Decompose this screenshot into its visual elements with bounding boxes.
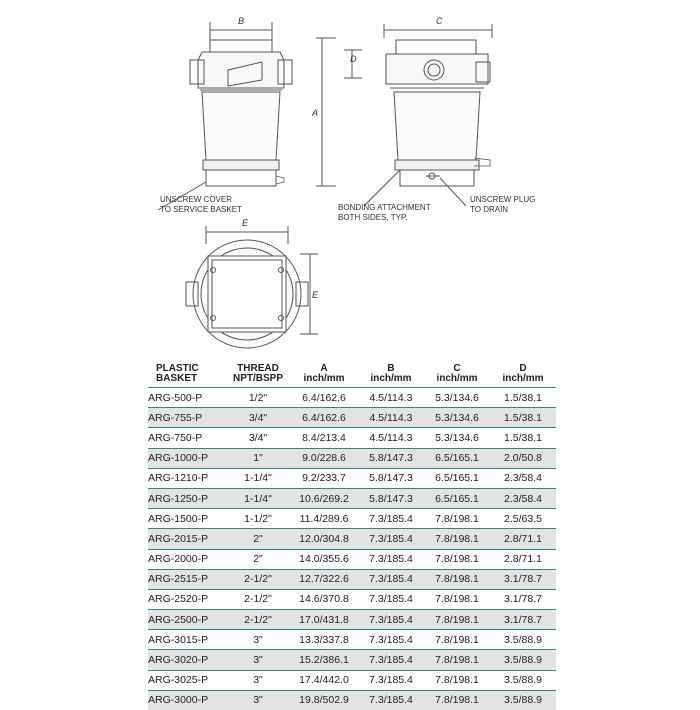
header-b-line1: B [358,364,424,374]
header-c [424,362,490,388]
header-thread [226,362,290,388]
model-cell: ARG-2000-P [148,549,226,569]
model-cell: ARG-2520-P [148,589,226,609]
header-plastic-basket-line1: PLASTIC [156,364,226,374]
dim-c-cell: 7.8/198.1 [424,650,490,670]
cover-callout-line1: UNSCREW COVER [160,195,232,204]
model-cell: ARG-755-P [148,408,226,428]
dim-b-cell: 7.3/185.4 [358,630,424,650]
model-cell: ARG-2500-P [148,610,226,630]
table-row [148,468,556,488]
dimension-label-e-side: E [312,290,319,300]
thread-cell: 2-1/2" [226,569,290,589]
dim-c-cell: 7.8/198.1 [424,610,490,630]
plug-callout-line2: TO DRAIN [470,205,508,214]
dim-b-cell: 5.8/147.3 [358,468,424,488]
dim-d-cell: 3.5/88.9 [490,630,556,650]
header-thread-line2: NPT/BSPP [226,374,290,384]
thread-cell: 2" [226,529,290,549]
dim-c-cell: 7.8/198.1 [424,670,490,690]
dim-d-cell: 1.5/38.1 [490,408,556,428]
dim-a-cell: 8.4/213.4 [290,428,358,448]
dim-b-cell: 7.3/185.4 [358,670,424,690]
dim-c-cell: 5.3/134.6 [424,428,490,448]
dim-d-cell: 2.3/58.4 [490,488,556,508]
table-row [148,509,556,529]
dim-b-cell: 5.8/147.3 [358,448,424,468]
dim-a-cell: 14.0/355.6 [290,549,358,569]
dim-d-cell: 3.1/78.7 [490,569,556,589]
dim-b-cell: 7.3/185.4 [358,549,424,569]
header-d-line2: inch/mm [490,374,556,384]
model-cell: ARG-3000-P [148,690,226,710]
dim-b-cell: 7.3/185.4 [358,569,424,589]
dim-a-cell: 17.4/442.0 [290,670,358,690]
model-cell: ARG-2015-P [148,529,226,549]
table-row [148,428,556,448]
front-view-drawing [190,22,292,186]
model-cell: ARG-2515-P [148,569,226,589]
dim-a-cell: 11.4/289.6 [290,509,358,529]
dim-c-cell: 7.8/198.1 [424,549,490,569]
dim-d-cell: 2.8/71.1 [490,529,556,549]
dim-c-cell: 7.8/198.1 [424,589,490,609]
dim-d-cell: 2.0/50.8 [490,448,556,468]
thread-cell: 3/4" [226,408,290,428]
thread-cell: 2-1/2" [226,589,290,609]
model-cell: ARG-3025-P [148,670,226,690]
dim-a-cell: 17.0/431.8 [290,610,358,630]
model-cell: ARG-1000-P [148,448,226,468]
thread-cell: 1/2" [226,388,290,408]
table-row [148,670,556,690]
dim-b-cell: 7.3/185.4 [358,610,424,630]
header-d [490,362,556,388]
dim-d-cell: 2.8/71.1 [490,549,556,569]
header-b [358,362,424,388]
dim-d-cell: 2.5/63.5 [490,509,556,529]
thread-cell: 3" [226,630,290,650]
dim-d-cell: 3.5/88.9 [490,690,556,710]
dim-c-cell: 7.8/198.1 [424,509,490,529]
cover-callout-line2: TO SERVICE BASKET [160,205,242,214]
dim-a-cell: 12.7/322.6 [290,569,358,589]
dim-d-cell: 2.3/58.4 [490,468,556,488]
table-row [148,630,556,650]
table-row [148,610,556,630]
header-a [290,362,358,388]
model-cell: ARG-1500-P [148,509,226,529]
dim-b-cell: 7.3/185.4 [358,529,424,549]
header-b-line2: inch/mm [358,374,424,384]
dim-c-cell: 7.8/198.1 [424,630,490,650]
table-row [148,488,556,508]
dim-d-cell: 3.5/88.9 [490,650,556,670]
table-row [148,549,556,569]
thread-cell: 3" [226,670,290,690]
dim-c-cell: 6.5/165.1 [424,468,490,488]
dim-c-cell: 5.3/134.6 [424,408,490,428]
model-cell: ARG-3020-P [148,650,226,670]
dim-d-cell: 3.5/88.9 [490,670,556,690]
header-a-line2: inch/mm [290,374,358,384]
dim-b-cell: 7.3/185.4 [358,650,424,670]
dim-d-cell: 1.5/38.1 [490,388,556,408]
thread-cell: 3/4" [226,428,290,448]
dim-b-cell: 7.3/185.4 [358,690,424,710]
dim-a-cell: 10.6/269.2 [290,488,358,508]
dim-a-cell: 19.8/502.9 [290,690,358,710]
bonding-callout-line2: BOTH SIDES, TYP. [338,213,408,222]
table-row [148,650,556,670]
dim-b-cell: 4.5/114.3 [358,408,424,428]
dim-b-cell: 5.8/147.3 [358,488,424,508]
dim-c-cell: 6.5/165.1 [424,448,490,468]
dim-a-cell: 6.4/162.6 [290,408,358,428]
dimension-label-c: C [436,16,443,26]
dim-a-cell: 13.3/337.8 [290,630,358,650]
model-cell: ARG-750-P [148,428,226,448]
model-cell: ARG-500-P [148,388,226,408]
dim-b-cell: 7.3/185.4 [358,589,424,609]
bonding-callout-line1: BONDING ATTACHMENT [338,203,431,212]
thread-cell: 1-1/4" [226,468,290,488]
dim-c-cell: 7.8/198.1 [424,690,490,710]
dim-a-cell: 15.2/386.1 [290,650,358,670]
thread-cell: 1" [226,448,290,468]
header-c-line2: inch/mm [424,374,490,384]
header-d-line1: D [490,364,556,374]
dim-a-cell: 12.0/304.8 [290,529,358,549]
dim-a-cell: 14.6/370.8 [290,589,358,609]
dimension-label-e-top: E [242,218,249,228]
dim-d-cell: 1.5/38.1 [490,428,556,448]
dim-a-cell: 9.0/228.6 [290,448,358,468]
thread-cell: 2-1/2" [226,610,290,630]
table-row [148,529,556,549]
header-thread-line1: THREAD [226,364,290,374]
header-a-line1: A [290,364,358,374]
dim-b-cell: 4.5/114.3 [358,428,424,448]
dimension-label-d: D [350,54,357,64]
thread-cell: 2" [226,549,290,569]
thread-cell: 3" [226,690,290,710]
dim-c-cell: 5.3/134.6 [424,388,490,408]
table-row [148,569,556,589]
bonding-leader-line [364,170,400,206]
dim-a-cell: 9.2/233.7 [290,468,358,488]
model-cell: ARG-1210-P [148,468,226,488]
dim-c-cell: 6.5/165.1 [424,488,490,508]
header-plastic-basket [148,362,226,388]
table-row [148,589,556,609]
thread-cell: 1-1/2" [226,509,290,529]
table-row [148,448,556,468]
header-plastic-basket-line2: BASKET [156,374,226,384]
thread-cell: 3" [226,650,290,670]
dim-d-cell: 3.1/78.7 [490,610,556,630]
dim-d-cell: 3.1/78.7 [490,589,556,609]
spec-table-body [148,388,556,710]
header-row [148,362,556,388]
dim-c-cell: 7.8/198.1 [424,529,490,549]
header-c-line1: C [424,364,490,374]
table-row [148,408,556,428]
plug-callout-line1: UNSCREW PLUG [470,195,535,204]
model-cell: ARG-3015-P [148,630,226,650]
side-view-drawing [316,24,492,186]
top-view-drawing [186,226,318,348]
thread-cell: 1-1/4" [226,488,290,508]
dimension-label-b: B [238,16,244,26]
dim-c-cell: 7.8/198.1 [424,569,490,589]
table-row [148,690,556,710]
dimension-label-a: A [311,108,318,118]
spec-table-header [148,362,556,388]
table-row [148,388,556,408]
dim-b-cell: 4.5/114.3 [358,388,424,408]
dim-a-cell: 6.4/162.6 [290,388,358,408]
dim-b-cell: 7.3/185.4 [358,509,424,529]
spec-table [148,362,556,710]
model-cell: ARG-1250-P [148,488,226,508]
plug-leader-line [440,178,466,206]
